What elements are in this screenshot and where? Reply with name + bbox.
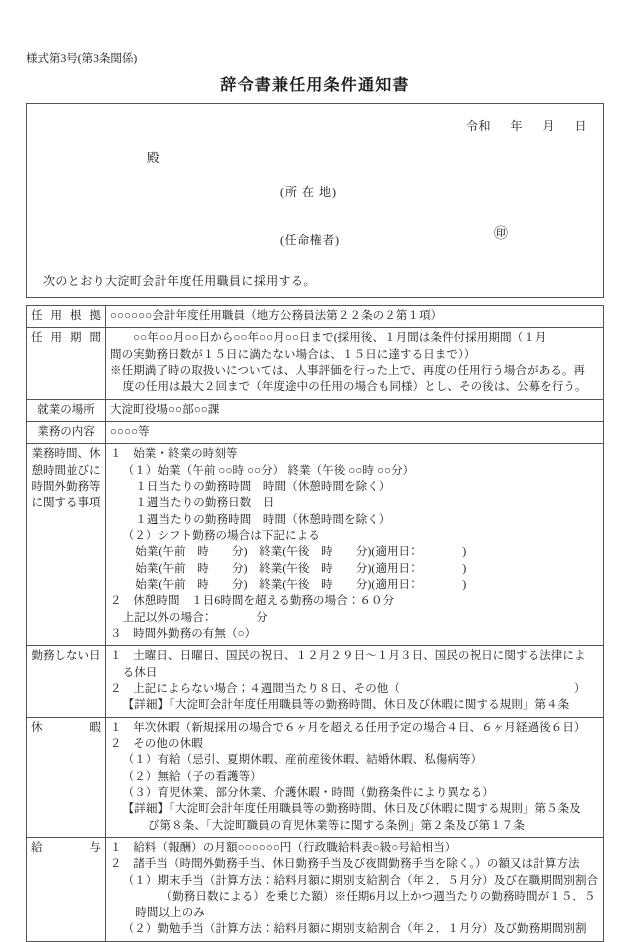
conditions-table-body xyxy=(27,306,604,942)
row-content-line: 始業(午前 時 分) 終業(午後 時 分)(適用日： ) xyxy=(135,578,467,591)
era-label: 令和 xyxy=(465,119,491,133)
table-row xyxy=(27,444,604,646)
location-label: (所 在 地) xyxy=(280,185,337,199)
appointer-label: (任命権者) xyxy=(280,233,340,247)
row-content-line: ２ 休憩時間 １日6時間を超える勤務の場合：６０分 xyxy=(110,595,395,608)
row-label xyxy=(27,421,106,443)
row-content-line: １日当たりの勤務時間 時間（休憩時間を除く） xyxy=(135,480,391,493)
row-content-line: １ 年次休暇（新規採用の場合で６ヶ月を超える任用予定の場合４日、６ヶ月経過後６日） xyxy=(110,721,586,734)
intro-text: 次のとおり大淀町会計年度任用職員に採用する。 xyxy=(43,274,316,288)
table-row xyxy=(27,837,604,941)
row-content-line: １ 給料（報酬）の月額○○○○○○円（行政職給料表○級○号給相当） xyxy=(110,841,457,854)
row-label-line: に関する事項 xyxy=(31,497,101,510)
row-label xyxy=(27,444,106,646)
year-label: 年 xyxy=(510,119,523,133)
row-content-line: （１）始業（午前 ○○時 ○○分） 終業（午後 ○○時 ○○分） xyxy=(122,464,415,477)
table-row xyxy=(27,421,604,443)
row-content-line: ○○年○○月○○日から○○年○○月○○日まで(採用後、１月間は条件付採用期間（１月 xyxy=(110,332,547,345)
row-content xyxy=(106,837,604,941)
table-row xyxy=(27,646,604,717)
row-content-line: １ 土曜日、日曜日、国民の祝日、１２月２９日～１月３日、国民の祝日に関する法律によ xyxy=(110,650,586,663)
row-content-line: 【詳細】「大淀町会計年度任用職員等の勤務時間、休日及び休暇に関する規則」第４条 xyxy=(122,699,570,712)
row-content-line: び第８条、「大淀町職員の育児休業等に関する条例」第２条及び第１７条 xyxy=(147,819,525,832)
row-label xyxy=(27,306,106,328)
table-row xyxy=(27,399,604,421)
row-content-line: （２）勤勉手当（計算方法：給料月額に期別支給割合（年２．１月分）及び勤務期間別割 xyxy=(122,923,587,936)
row-content-line: （１）期末手当（計算方法：給料月額に期別支給割合（年２．５月分）及び在職期間別割合 xyxy=(122,874,599,887)
row-content xyxy=(106,444,604,646)
row-label-line: 就業の場所 xyxy=(37,403,95,416)
table-row xyxy=(27,328,604,399)
row-content-line: 始業(午前 時 分) 終業(午後 時 分)(適用日： ) xyxy=(135,562,467,575)
row-content-line: （勤務日数による）を乗じた額）※任期6月以上かつ週当たりの勤務時間が１５．５ xyxy=(160,890,596,903)
row-content-line: ○○○○○○会計年度任用職員（地方公務員法第２２条の２第１項） xyxy=(110,310,443,322)
row-label-line: 業務時間、休 xyxy=(31,448,101,461)
row-content-line: （１）有給（忌引、夏期休暇、産前産後休暇、結婚休暇、私傷病等） xyxy=(122,754,483,767)
row-content-line: 時間以上のみ xyxy=(135,907,205,920)
row-content-line: （３）育児休業、部分休業、介護休暇・時間（勤務条件により異なる） xyxy=(122,786,494,799)
conditions-table xyxy=(26,305,604,942)
row-content-line: ２ その他の休暇 xyxy=(110,737,203,750)
row-content-line: 度の任用は最大２回まで（年度途中の任用の場合も同様）とし、その後は、公募を行う。 xyxy=(122,381,587,394)
row-label-line: 給与 xyxy=(31,841,101,854)
row-content xyxy=(106,328,604,399)
row-label-line: 時間外勤務等 xyxy=(31,480,101,493)
row-content-line: 始業(午前 時 分) 終業(午後 時 分)(適用日： ) xyxy=(135,546,467,559)
row-content-line: １週当たりの勤務日数 日 xyxy=(135,497,275,510)
row-content xyxy=(106,717,604,837)
row-content-line: 上記以外の場合： 分 xyxy=(122,611,268,624)
form-number: 様式第3号(第3条関係) xyxy=(26,53,138,65)
row-content-line: 大淀町役場○○部○○課 xyxy=(110,403,220,416)
table-row xyxy=(27,306,604,328)
day-label: 日 xyxy=(574,119,587,133)
row-label xyxy=(27,399,106,421)
row-content-line: 【詳細】「大淀町会計年度任用職員等の勤務時間、休日及び休暇に関する規則」第５条及 xyxy=(122,803,581,816)
row-content-line: ○○○○等 xyxy=(110,425,150,438)
row-label xyxy=(27,717,106,837)
row-label-line: 勤務しない日 xyxy=(31,650,101,663)
row-content xyxy=(106,306,604,328)
row-label-line: 任用期間 xyxy=(31,332,101,345)
row-content-line: １ 始業・終業の時刻等 xyxy=(110,448,238,461)
row-label xyxy=(27,328,106,399)
row-content xyxy=(106,421,604,443)
row-content-line: る休日 xyxy=(122,666,158,679)
seal-icon: ㊞ xyxy=(494,227,508,242)
issue-date-line xyxy=(466,117,587,134)
month-label: 月 xyxy=(542,119,555,133)
table-row xyxy=(27,717,604,837)
row-content-line: ２ 諸手当（時間外勤務手当、休日勤務手当及び夜間勤務手当を除く。）の額又は計算方法 xyxy=(110,858,580,871)
document-title: 辞令書兼任用条件通知書 xyxy=(220,77,410,94)
row-content xyxy=(106,646,604,717)
row-content-line: ３ 時間外勤務の有無（○） xyxy=(110,627,257,640)
row-content-line: １週当たりの勤務時間 時間（休憩時間を除く） xyxy=(135,513,391,526)
row-label xyxy=(27,646,106,717)
row-content-line: 間の実勤務日数が１５日に満たない場合は、１５日に達する日まで）） xyxy=(110,348,476,361)
addressee-label: 殿 xyxy=(147,151,160,165)
salutation-box xyxy=(26,103,604,298)
row-label xyxy=(27,837,106,941)
row-content-line: （２）無給（子の看護等） xyxy=(122,770,262,783)
row-label-line: 憩時間並びに xyxy=(31,464,101,477)
row-content-line: （２）シフト勤務の場合は下記による xyxy=(122,529,320,542)
row-label-line: 任用根拠 xyxy=(31,310,101,322)
row-content-line: ※任期満了時の取扱いについては、人事評価を行った上で、再度の任用行う場合がある。再 xyxy=(110,364,586,377)
row-content-line: ２ 上記によらない場合；４週間当たり８日、その他（ ） xyxy=(110,682,586,695)
row-label-line: 休暇 xyxy=(31,721,101,734)
row-content xyxy=(106,399,604,421)
row-label-line: 業務の内容 xyxy=(37,425,95,438)
